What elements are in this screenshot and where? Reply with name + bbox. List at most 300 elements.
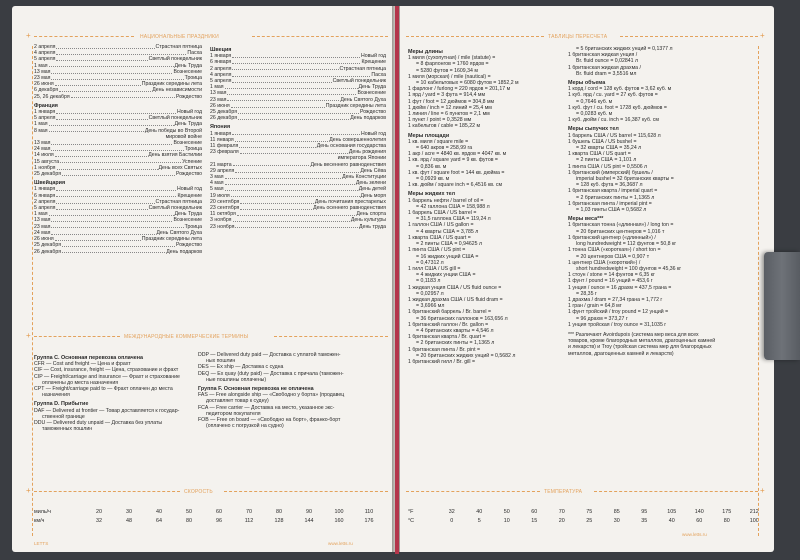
text-line: 1 пинта США / US pint = 0,5506 л [568, 163, 648, 170]
holiday-date: 1 января [34, 186, 56, 193]
text-line: 1 драхма / dram = 27,34 грана = 1,772 г [568, 296, 663, 303]
dot-leader [56, 193, 176, 198]
holiday-name: Светлый понедельник [148, 115, 202, 122]
right-page [398, 6, 774, 552]
dot-leader [231, 103, 325, 108]
dot-leader [56, 44, 154, 49]
dot-leader [56, 199, 154, 204]
section-header-temperature: ТЕМПЕРАТУРА [544, 489, 583, 495]
holiday-date: 1 января [210, 53, 232, 60]
table-value: 60 [531, 509, 538, 515]
dot-leader [56, 109, 176, 114]
dot-leader [56, 186, 176, 191]
text-line: 1 британская пинта / imperial pint = [568, 200, 652, 207]
holiday-name: Новый год [176, 109, 202, 116]
table-value: 40 [476, 509, 483, 515]
indented-line: таможенных пошлин [42, 426, 93, 433]
table-value: 50 [503, 509, 510, 515]
corner-mark: + [26, 31, 31, 40]
holiday-date: 4 мая [210, 180, 224, 187]
holiday-date: 1 мая [34, 211, 48, 218]
holiday-name: Троица [184, 223, 202, 230]
holiday-name: День рождения [348, 149, 386, 156]
holiday-name: Светлый понедельник [148, 205, 202, 212]
section-subheading: Группа С. Основная перевозка оплачена [34, 355, 144, 361]
holiday-name: День труда [359, 223, 386, 230]
table-value: 30 [613, 518, 620, 524]
text-line: CFR — Cost and freight — Цена и фрахт [34, 361, 131, 368]
table-value: 60 [216, 509, 222, 515]
table-value: 80 [723, 518, 730, 524]
dot-leader [51, 75, 183, 80]
holiday-name: Вознесение [357, 90, 386, 97]
header-rule [224, 491, 388, 492]
dot-leader [49, 63, 174, 68]
indented-line: = 640 акров = 258,99 га [416, 145, 473, 152]
text-line: 1 корд / cord = 128 куб. футов = 3,62 куб. м [568, 86, 672, 93]
holiday-name: День Святого Духа [156, 229, 202, 236]
corner-mark: + [26, 331, 31, 340]
holidays-column-1 [34, 44, 202, 255]
table-value: 70 [558, 509, 565, 515]
text-line: 1 британская жидкая драхма / [568, 64, 641, 71]
dot-leader [62, 242, 175, 247]
text-line: 1 пинта США / US pint = [408, 247, 466, 254]
dot-leader [240, 205, 312, 210]
indented-line: = 20 британских центнеров = 1,016 т [576, 228, 665, 235]
holiday-date: 8 мая [34, 127, 48, 134]
holiday-date: 2 апреля [34, 198, 56, 205]
holiday-date: 25 декабря [34, 171, 61, 178]
text-line: 1 британская жидкая унция / [568, 52, 638, 59]
table-value: 85 [613, 509, 620, 515]
text-line: 1 баррель нефти / barrel of oil = [408, 197, 484, 204]
indented-line: Br. fluid ounce = 0,02841 л [576, 58, 639, 65]
holiday-date: 19 июля [210, 192, 230, 199]
holiday-row [210, 224, 386, 230]
table-value: 32 [448, 509, 455, 515]
text-line: 1 фунт тройский / troy pound = 12 унций = [568, 309, 669, 316]
table-value: 100 [749, 518, 759, 524]
corner-mark: + [26, 486, 31, 495]
dot-leader [232, 53, 360, 58]
dot-leader [232, 78, 331, 83]
indented-line: = 28,35 г [576, 290, 597, 297]
holidays-column-2 [210, 44, 386, 230]
indented-line: = 1,03 пинты США = 0,5682 л [576, 207, 647, 214]
holiday-date: 26 июня [210, 102, 230, 109]
table-value: 5 [477, 518, 481, 524]
indented-line: = 4 британских кварты = 4,546 л [416, 327, 494, 334]
text-line: FCA — Free carrier — Доставка на место, указанное экс- [198, 404, 335, 411]
holiday-date: 1 мая [34, 62, 48, 69]
indented-line: = 4 кварты США = 3,785 л [416, 228, 479, 235]
dot-leader [239, 143, 315, 148]
holiday-date: 23 сентября [210, 205, 240, 212]
holiday-name: День Труда [174, 121, 202, 128]
dot-leader [231, 193, 360, 198]
text-line: 1 кабельтов / cable = 185,22 м [408, 123, 481, 130]
section-subheading: Швейцария [34, 180, 66, 187]
table-value: 40 [668, 518, 675, 524]
text-line: 1 британский центнер («длинный») / [568, 234, 656, 241]
indented-line: = 36 британских галлонов = 163,656 л [416, 315, 508, 322]
holiday-date: 4 апреля [34, 50, 56, 57]
dot-leader [227, 97, 339, 102]
temp-label-f: °F [408, 509, 414, 515]
text-line: 1 фут / foot = 12 дюймов = 304,8 мм [408, 98, 495, 105]
speed-label-kmh: км/ч [34, 518, 45, 524]
table-value: 70 [246, 509, 252, 515]
table-value: 10 [503, 518, 510, 524]
indented-line: = 0,7646 куб. м [576, 98, 613, 105]
temp-label-c: °C [408, 518, 415, 524]
indented-line: ных пошлин [206, 358, 236, 365]
table-value: 140 [694, 509, 704, 515]
section-subheading: Меры объема [568, 80, 606, 87]
holiday-name: День детей [358, 186, 386, 193]
text-line: *** Различают Avoirdupois (система мер веса для всех [568, 331, 699, 338]
text-line: 1 линия / line = 6 пунктов = 2,1 мм [408, 111, 490, 118]
text-line: DDU — Delivered duty unpaid — Доставка без уплаты [34, 420, 163, 427]
text-line: 1 дюйм / inch = 12 линий = 25,4 мм [408, 104, 492, 111]
table-value: 160 [334, 518, 344, 524]
section-subheading: Меры длины [408, 49, 443, 55]
text-line: DDP — Delivered duty paid — Доставка с уплатой таможен- [198, 352, 341, 358]
table-value: 20 [558, 518, 565, 524]
indented-line: = 0,47312 л [416, 259, 444, 266]
section-subheading: Япония [210, 124, 231, 131]
indented-line: = 20 британских жидких унций = 0,5682 л [416, 352, 516, 359]
table-value: 20 [96, 509, 102, 515]
holiday-name: День всех Святых [158, 164, 202, 171]
holiday-name: Пасха [187, 50, 202, 57]
holiday-name: Крещение [177, 192, 202, 199]
dot-leader [233, 217, 350, 222]
corner-mark: + [760, 486, 765, 495]
table-value: 60 [696, 518, 703, 524]
holiday-date: 23 ноября [210, 223, 235, 230]
text-line: DAF — Delivered at frontier — Товар доставляется к государ- [34, 407, 180, 414]
indented-line: = 2 пинты США = 1,101 л [576, 157, 637, 164]
header-rule [34, 336, 120, 337]
holiday-row [34, 249, 202, 255]
dot-leader [55, 236, 141, 241]
holiday-name: День моря [360, 192, 386, 199]
holiday-date: 25 декабря [34, 242, 61, 249]
holiday-date: 6 января [210, 59, 232, 66]
section-subheading: Франция [34, 102, 58, 109]
dot-leader [51, 224, 183, 229]
dot-leader [240, 149, 348, 154]
table-value: 96 [216, 518, 222, 524]
dot-leader [238, 109, 359, 114]
holiday-date: 13 мая [34, 140, 51, 147]
footer-url: www.letts.ru [682, 532, 707, 537]
section-subheading: Швеция [210, 47, 232, 53]
holiday-name: День весеннего равноденствия [310, 161, 386, 168]
dot-leader [235, 168, 359, 173]
indented-line: ственной границе [42, 413, 85, 420]
holiday-name: День Труда [358, 84, 386, 91]
text-line: 1 бушель США / US bushel = [568, 138, 637, 145]
header-rule [406, 491, 540, 492]
holiday-date: 5 апреля [34, 115, 56, 122]
holiday-date: 24 мая [34, 229, 51, 236]
dot-leader [71, 94, 175, 99]
dot-leader [225, 186, 358, 191]
holiday-name: День основания государства [316, 143, 386, 150]
table-value: 105 [667, 509, 677, 515]
table-value: 0 [450, 518, 454, 524]
table-value: 25 [586, 518, 593, 524]
holiday-name: День Святого Духа [340, 96, 386, 103]
holiday-date: 2 апреля [210, 65, 232, 72]
section-header-holidays: НАЦИОНАЛЬНЫЕ ПРАЗДНИКИ [140, 34, 219, 40]
table-value: 90 [306, 509, 312, 515]
text-line: 1 британский гилл / Br. gill = [408, 358, 476, 365]
holiday-name: Праздник середины лета [141, 236, 202, 243]
dot-leader [55, 81, 141, 86]
text-line: товаров, кроме благородных металлов, драгоценных камней [568, 338, 716, 345]
holiday-date: 13 мая [34, 217, 51, 224]
holiday-name: День совершеннолетия [329, 136, 386, 143]
indented-line: = 5280 футов = 1609,34 м [416, 67, 478, 74]
dot-leader [225, 180, 355, 185]
holiday-row [34, 171, 202, 177]
dot-leader [235, 224, 358, 229]
section-subheading: Меры площади [408, 132, 450, 139]
indented-line: = 32 кварты США = 35,24 л [576, 145, 642, 152]
speed-row-kmh [34, 518, 384, 524]
dot-leader [56, 56, 147, 61]
holiday-date: 5 апреля [34, 56, 56, 63]
holiday-date: 13 мая [34, 68, 51, 75]
footer-logo: LETTS [34, 541, 49, 546]
table-value: 144 [304, 518, 314, 524]
holiday-name: Рождество [360, 109, 386, 116]
table-value: 95 [641, 509, 648, 515]
text-line: 1 акр / acre = 4840 кв. ярдов = 4047 кв. м [408, 151, 507, 158]
section-header-incoterms: МЕЖДУНАРОДНЫЕ КОММЕРЧЕСКИЕ ТЕРМИНЫ [124, 334, 249, 340]
text-line: 1 куб. ярд / cu. yard = 27 куб. футов = [568, 92, 658, 99]
indented-line: imperial bushel = 32 британских кварты = [576, 176, 674, 183]
text-line: 1 куб. дюйм / cu. inch = 16,387 куб. см [568, 117, 659, 124]
dot-leader [238, 115, 349, 120]
indented-line: = 8 фарлонгов = 1760 ярдов = [416, 61, 489, 68]
holiday-name: Страстная пятница [339, 65, 386, 72]
table-value: 15 [531, 518, 538, 524]
dot-leader [59, 87, 151, 92]
text-line: 1 кв. фут / square foot = 144 кв. дюйма = [408, 169, 505, 176]
holiday-name: Праздник середины лета [141, 81, 202, 88]
indented-line: = 4 жидких унции США = [416, 272, 476, 279]
text-line: 1 унция тройская / troy ounce = 31,1035 г [568, 321, 667, 328]
indented-line: = 3,6966 мл [416, 303, 445, 310]
dot-leader [232, 66, 338, 71]
holiday-name: День Сёва [360, 167, 386, 174]
holiday-name: День независимости [152, 87, 202, 94]
dot-leader [232, 131, 360, 136]
indented-line: оплачены до места назначения [42, 379, 119, 386]
holiday-name: Вознесение [173, 140, 202, 147]
header-rule [252, 36, 388, 37]
dot-leader [237, 211, 355, 216]
dot-leader [49, 211, 174, 216]
holiday-date: 26 июня [34, 81, 54, 88]
holiday-date: 23 февраля [210, 149, 239, 156]
text-line: FAS — Free alongside ship — «Свободно у борта» (продавец [198, 392, 345, 399]
holiday-date: 2 апреля [34, 44, 56, 50]
header-rule [34, 491, 180, 492]
holiday-date: 1 января [210, 130, 232, 137]
dot-leader [55, 152, 147, 157]
dot-leader [51, 217, 172, 222]
header-rule [406, 36, 544, 37]
table-value: 128 [274, 518, 284, 524]
conversion-column-2 [568, 46, 748, 357]
table-value: 32 [96, 518, 102, 524]
text-line: FOB — Free on board — «Свободно на борт», франко-борт [198, 417, 341, 424]
indented-line: Br. fluid dram = 3,5516 мл [576, 70, 637, 77]
indented-line: = 42 галлона США = 158,988 л [416, 203, 490, 210]
text-line: 1 британский (имперский) бушель / [568, 169, 653, 176]
holiday-name: Рождество [176, 93, 202, 100]
holiday-name: Пасха [371, 71, 386, 78]
table-value: 110 [364, 509, 374, 515]
text-line: 1 британская кварта / Br. quart = [408, 334, 486, 341]
holiday-name: Рождество [176, 242, 202, 249]
holiday-row [210, 115, 386, 121]
dot-leader [51, 146, 183, 151]
holiday-name: Праздник середины лета [325, 102, 386, 109]
dot-leader [225, 174, 342, 179]
holiday-date: 23 мая [210, 96, 227, 103]
indented-line: педитором покупателя [206, 410, 261, 417]
elastic-closure-strap[interactable] [764, 252, 800, 360]
text-line: 1 баррель США / US barrel = [408, 210, 477, 217]
holiday-name: День взятия Бастилии [148, 152, 202, 159]
text-line: 1 гран / grain = 64,8 мг [568, 303, 622, 310]
indented-line: = 128 куб. фута = 36,3687 л [576, 182, 643, 189]
text-line: 1 фунт / pound = 16 унций = 453,6 г [568, 278, 653, 285]
holiday-name: День зелени [355, 180, 386, 187]
header-rule [594, 491, 758, 492]
holiday-name: Троица [184, 75, 202, 82]
holiday-name: День победы во Второй [144, 127, 202, 134]
table-value: 212 [749, 509, 759, 515]
incoterms-column-2 [198, 352, 386, 429]
indented-line: = 2 британских пинты = 1,1365 л [576, 194, 655, 201]
holiday-date: 5 апреля [210, 78, 232, 85]
table-value: 175 [722, 509, 732, 515]
indented-line: ные пошлины оплачены) [206, 376, 267, 383]
dot-leader [235, 137, 329, 142]
dot-leader [233, 162, 310, 167]
holiday-date: 23 мая [34, 223, 51, 230]
text-line: 1 баррель США / US barrel = 115,628 л [568, 132, 661, 139]
holiday-name: День Труда [174, 211, 202, 218]
dot-leader [62, 249, 165, 254]
holiday-name: Троица [184, 146, 202, 153]
dot-leader [49, 121, 174, 126]
indented-line: = 2 пинты США = 0,94625 л [416, 241, 483, 248]
dot-leader [56, 205, 147, 210]
indented-line: = 5 британских жидких унций = 0,1377 л [576, 46, 673, 52]
text-line: 1 фарлонг / furlong = 220 ярдов = 201,17 м [408, 86, 511, 93]
dot-leader [51, 230, 155, 235]
section-header-conversion: ТАБЛИЦЫ ПЕРЕСЧЕТА [548, 34, 608, 40]
text-line: 1 миля (сухопутная) / mile (statute) = [408, 55, 496, 62]
dot-leader [56, 115, 147, 120]
table-value: 40 [156, 509, 162, 515]
indented-line: = 0,1183 л [416, 278, 441, 285]
text-line: 1 жидкая драхма США / US fluid dram = [408, 296, 503, 303]
holiday-name: Светлый понедельник [332, 78, 386, 85]
text-line: 1 центнер США («короткий») / [568, 259, 641, 266]
holiday-date: 26 декабря [34, 248, 61, 255]
continuation-line: мировой войне [165, 133, 202, 140]
text-line: 1 кв. дюйм / square inch = 6,4516 кв. см [408, 182, 503, 189]
text-line: 1 ярд / yard = 3 фута = 914,4 мм [408, 92, 486, 99]
speed-label-mph: миль/ч [34, 509, 51, 515]
indented-line: = 0,0283 куб. м [576, 111, 613, 118]
dot-leader [57, 165, 158, 170]
indented-line: = 10 кабельтовых = 6080 футов = 1852,2 м [416, 80, 519, 87]
holiday-name: День подарков [350, 115, 386, 122]
text-line: 1 кв. миля / square mile = [408, 138, 469, 145]
temp-row-fahrenheit [408, 509, 768, 515]
text-line: 1 британская кварта / imperial quart = [568, 188, 658, 195]
indented-line: = 20 центнеров США = 0,907 т [576, 253, 650, 260]
text-line: 1 тонна США («короткая») / short ton = [568, 247, 661, 254]
holiday-date: 13 мая [210, 90, 227, 97]
holiday-name: Страстная пятница [155, 44, 202, 50]
dot-leader [240, 199, 314, 204]
text-line: 1 британская пинта / Br. pint = [408, 346, 480, 353]
section-subheading: Группа D. Прибытие [34, 401, 89, 408]
footer-url: www.letts.ru [328, 541, 353, 546]
holiday-name: Рождество [176, 171, 202, 178]
text-line: CIP — Freight/carriage and insurance — Фрахт и страхование [34, 373, 180, 380]
dot-leader [225, 84, 358, 89]
section-subheading: Меры сыпучих тел [568, 126, 619, 133]
dot-leader [62, 171, 175, 176]
table-value: 112 [244, 518, 254, 524]
holiday-date: 15 августа [34, 158, 60, 165]
table-value: 64 [156, 518, 162, 524]
holiday-name: День почитания престарелых [314, 198, 386, 205]
bookmark-ribbon[interactable] [395, 6, 399, 554]
holiday-name: День Конституции [342, 174, 386, 181]
holiday-name: Вознесение [173, 217, 202, 224]
holiday-name: Вознесение [173, 68, 202, 75]
holiday-name: Страстная пятница [155, 198, 202, 205]
holiday-date: 23 мая [34, 75, 51, 82]
text-line: 1 пункт / point = 0,3528 мм [408, 117, 472, 124]
holiday-date: 3 ноября [210, 217, 232, 224]
table-value: 176 [364, 518, 374, 524]
holiday-date: 5 мая [210, 186, 224, 193]
text-line: металлов, драгоценных камней и лекарств) [568, 350, 674, 357]
text-line: 1 британский галлон / Br. gallon = [408, 321, 489, 328]
text-line: 1 галлон США / US gallon = [408, 222, 474, 229]
header-rule [274, 336, 388, 337]
text-line: CIF — Cost, insurance, freight — Цена, страхование и фрахт [34, 367, 179, 374]
table-value: 80 [186, 518, 192, 524]
holiday-date: 6 декабря [34, 87, 59, 94]
header-rule [620, 36, 758, 37]
